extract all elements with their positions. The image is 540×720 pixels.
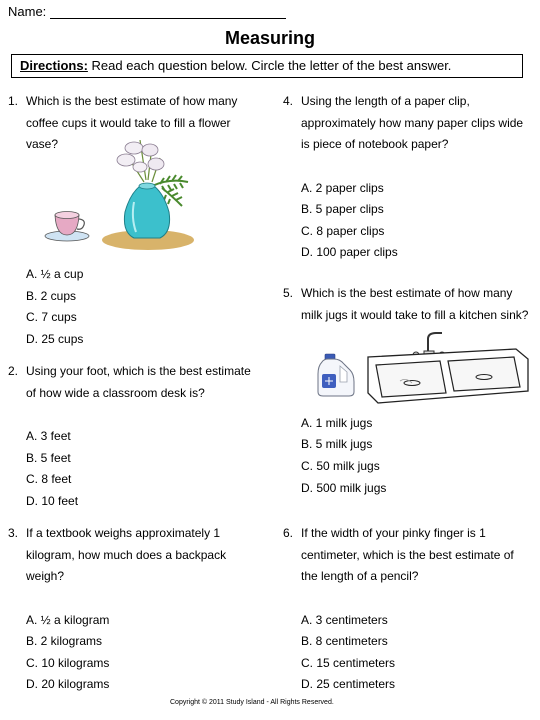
question-5-line-2: milk jugs it would take to fill a kitchen sink?: [301, 308, 529, 322]
question-5-line-1: Which is the best estimate of how many: [301, 286, 513, 300]
question-6-choice-b[interactable]: B. 8 centimeters: [301, 634, 388, 648]
name-label: Name:: [8, 4, 47, 19]
question-2-choice-a[interactable]: A. 3 feet: [26, 429, 71, 443]
question-6-line-1: If the width of your pinky finger is 1: [301, 526, 486, 540]
teacup-icon: [44, 206, 92, 244]
question-2-line-1: Using your foot, which is the best estimate: [26, 364, 251, 378]
copyright-footer: Copyright © 2011 Study Island - All Rights Reserved.: [170, 699, 334, 706]
question-5-choice-d[interactable]: D. 500 milk jugs: [301, 481, 387, 495]
question-6-choice-c[interactable]: C. 15 centimeters: [301, 656, 396, 670]
question-6-number: 6.: [283, 526, 294, 540]
question-1-line-1: Which is the best estimate of how many: [26, 94, 238, 108]
question-1-line-2: coffee cups it would take to fill a flower: [26, 116, 231, 130]
question-4-choice-c[interactable]: C. 8 paper clips: [301, 224, 385, 238]
question-4-choice-d[interactable]: D. 100 paper clips: [301, 245, 398, 259]
question-4-number: 4.: [283, 94, 294, 108]
question-3-choice-b[interactable]: B. 2 kilograms: [26, 634, 103, 648]
directions-box: [11, 54, 523, 78]
question-4-line-3: is piece of notebook paper?: [301, 137, 449, 151]
question-6-line-2: centimeter, which is the best estimate of: [301, 548, 514, 562]
question-3-number: 3.: [8, 526, 19, 540]
milk-jug-icon: [314, 352, 356, 398]
question-1-number: 1.: [8, 94, 19, 108]
question-4-choice-a[interactable]: A. 2 paper clips: [301, 181, 384, 195]
directions-label: Directions:: [20, 58, 88, 73]
question-3-line-2: kilogram, how much does a backpack: [26, 548, 227, 562]
directions-text: Read each question below. Circle the letter of the best answer.: [91, 58, 452, 73]
question-4-line-1: Using the length of a paper clip,: [301, 94, 470, 108]
question-5-choice-c[interactable]: C. 50 milk jugs: [301, 459, 380, 473]
question-3-line-3: weigh?: [26, 569, 65, 583]
question-1-line-3: vase?: [26, 137, 59, 151]
question-3-choice-d[interactable]: D. 20 kilograms: [26, 677, 110, 691]
name-line[interactable]: [50, 18, 286, 19]
question-4-choice-b[interactable]: B. 5 paper clips: [301, 202, 384, 216]
question-1-choice-a[interactable]: A. ½ a cup: [26, 267, 84, 281]
kitchen-sink-icon: [366, 331, 530, 405]
question-6-choice-d[interactable]: D. 25 centimeters: [301, 677, 396, 691]
question-2-choice-b[interactable]: B. 5 feet: [26, 451, 71, 465]
question-6-line-3: the length of a pencil?: [301, 569, 419, 583]
question-5-number: 5.: [283, 286, 294, 300]
question-1-choice-c[interactable]: C. 7 cups: [26, 310, 77, 324]
question-3-choice-a[interactable]: A. ½ a kilogram: [26, 613, 110, 627]
question-3-line-1: If a textbook weighs approximately 1: [26, 526, 221, 540]
page-title: Measuring: [224, 28, 316, 48]
question-4-line-2: approximately how many paper clips wide: [301, 116, 524, 130]
question-3-choice-c[interactable]: C. 10 kilograms: [26, 656, 110, 670]
question-1-choice-d[interactable]: D. 25 cups: [26, 332, 84, 346]
question-6-choice-a[interactable]: A. 3 centimeters: [301, 613, 388, 627]
question-5-choice-a[interactable]: A. 1 milk jugs: [301, 416, 373, 430]
question-2-choice-c[interactable]: C. 8 feet: [26, 472, 72, 486]
question-2-number: 2.: [8, 364, 19, 378]
flower-vase-icon: [100, 140, 195, 252]
question-2-choice-d[interactable]: D. 10 feet: [26, 494, 79, 508]
question-5-choice-b[interactable]: B. 5 milk jugs: [301, 437, 373, 451]
question-2-line-2: of how wide a classroom desk is?: [26, 386, 205, 400]
question-1-choice-b[interactable]: B. 2 cups: [26, 289, 77, 303]
